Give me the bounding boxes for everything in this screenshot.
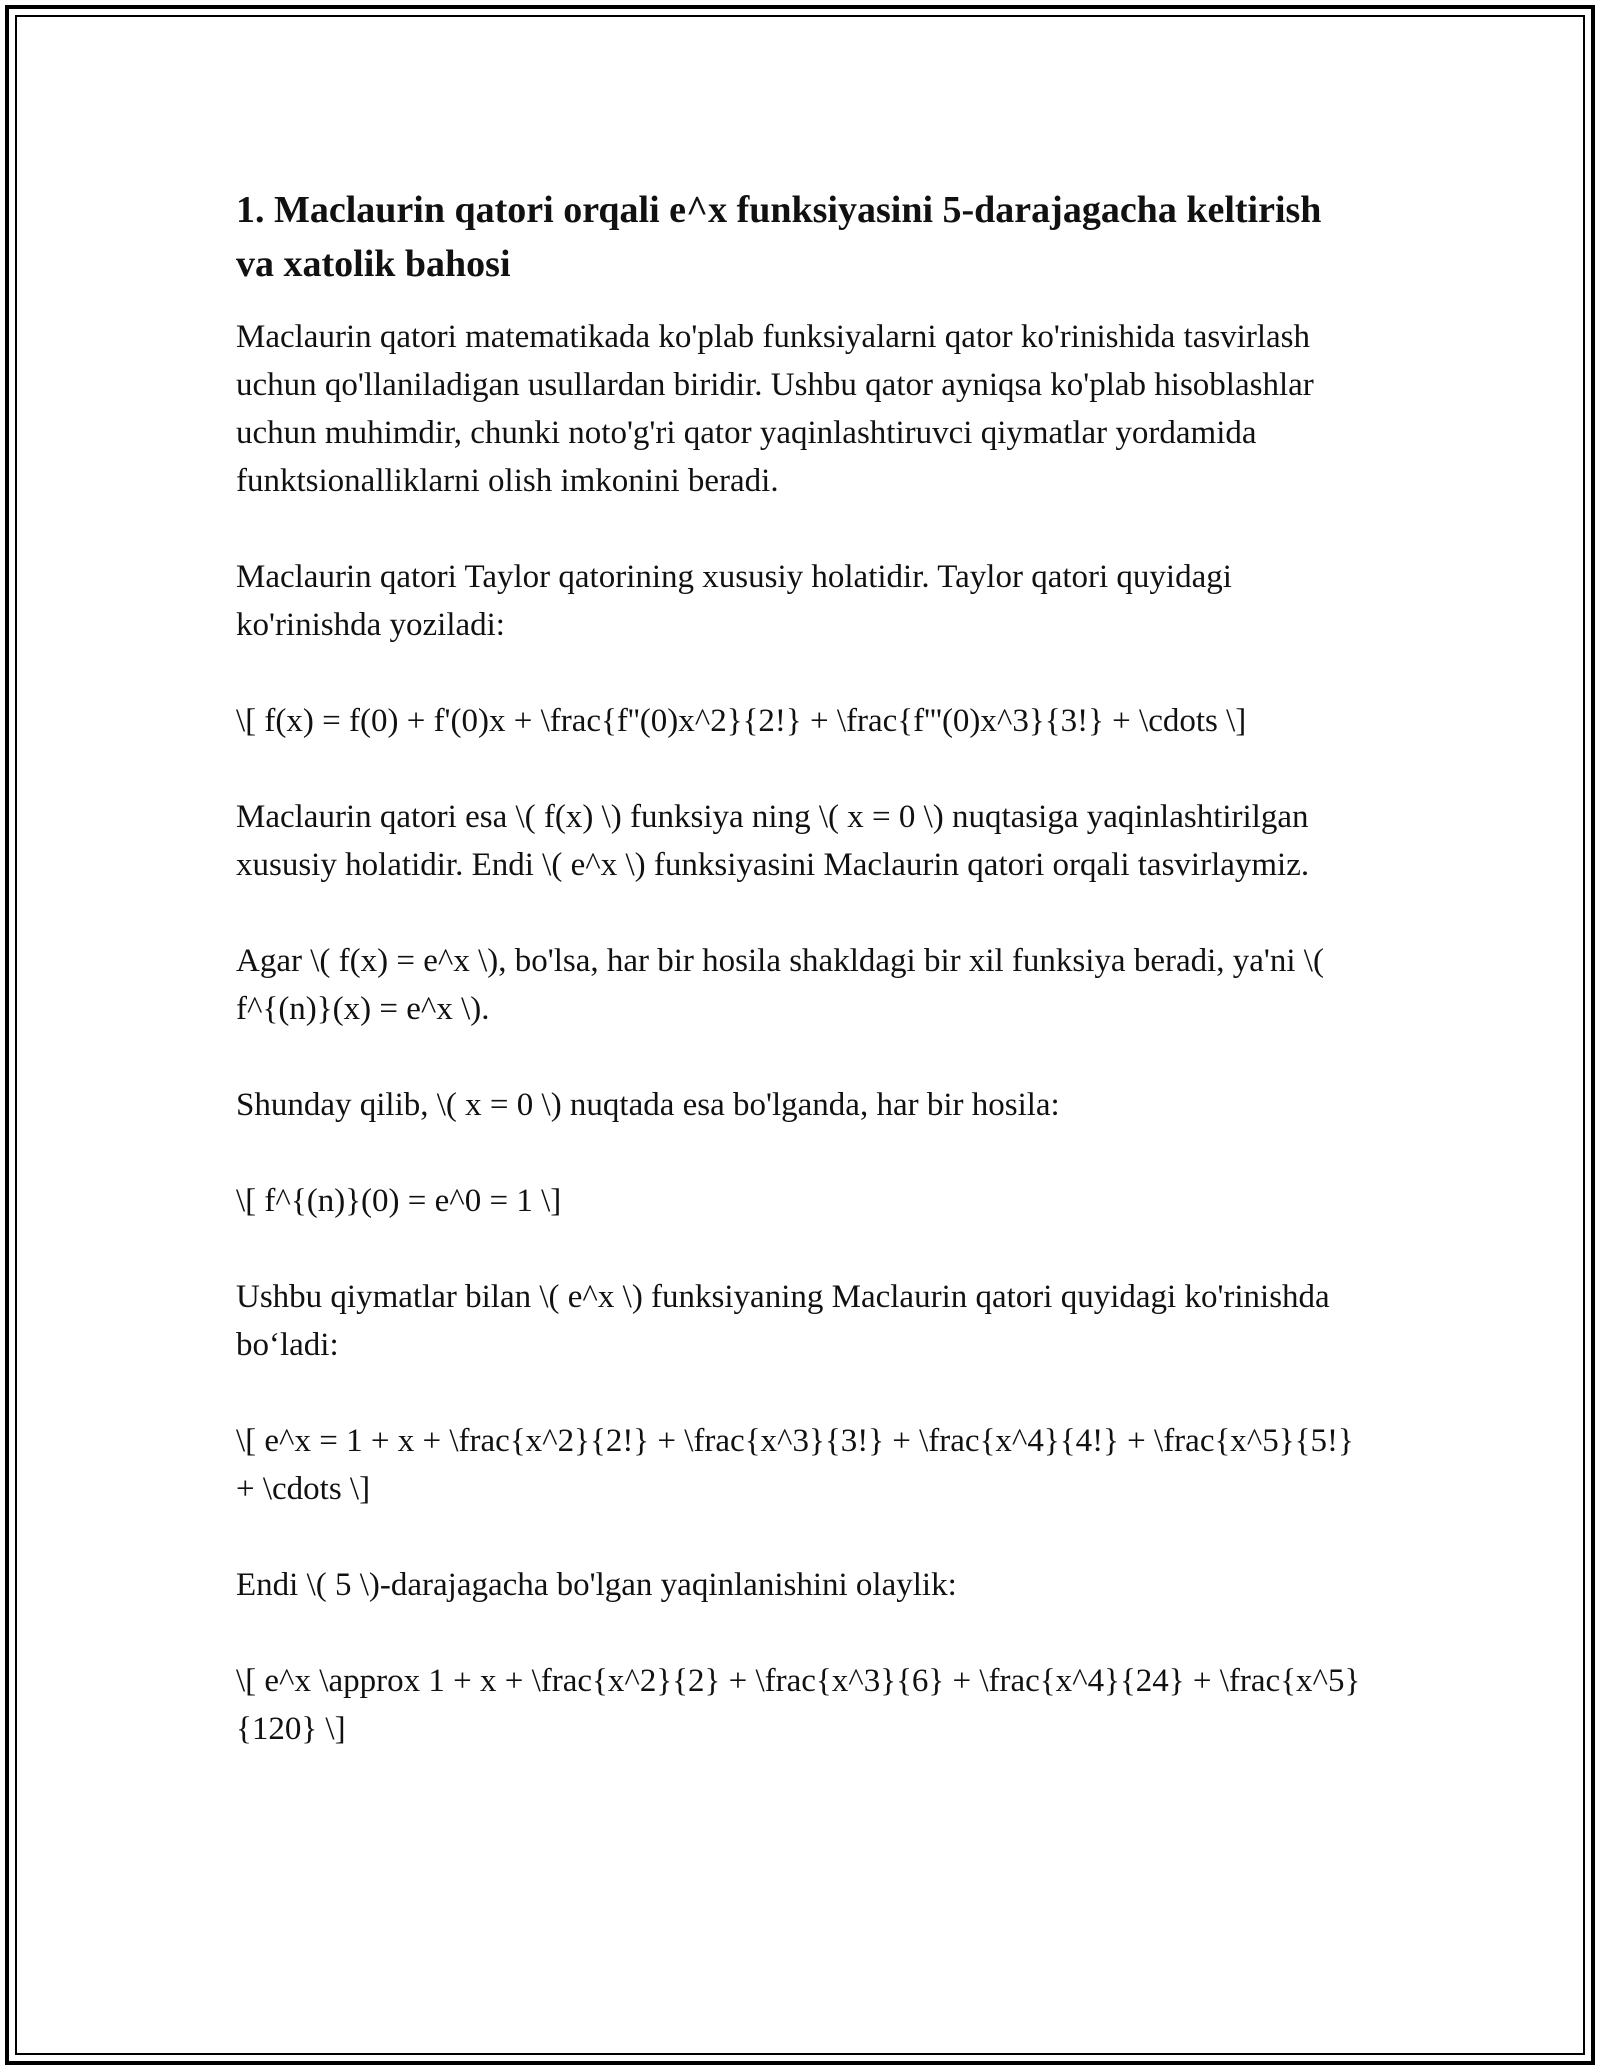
section-heading: 1. Maclaurin qatori orqali e^x funksiyasini 5-darajagacha keltirish va xatolik bahosi — [236, 189, 1322, 285]
document-body — [236, 183, 1366, 1801]
taylor-intro-paragraph: Maclaurin qatori Taylor qatorining xususiy holatidir. Taylor qatori quyidagi ko'rinishda yoziladi: — [236, 559, 1232, 643]
maclaurin-definition-paragraph: Maclaurin qatori esa \( f(x) \) funksiya ning \( x = 0 \) nuqtasiga yaqinlashtirilgan xususiy holatidir. Endi \( e^x \) funksiyasini Maclaurin qatori orqali tasvirlaymiz. — [236, 799, 1310, 883]
exp-series-formula: \[ e^x = 1 + x + \frac{x^2}{2!} + \frac{x^3}{3!} + \frac{x^4}{4!} + \frac{x^5}{5!} + \cdots \] — [236, 1423, 1354, 1507]
derivative-paragraph: Agar \( f(x) = e^x \), bo'lsa, har bir hosila shakldagi bir xil funksiya beradi, ya'ni \( f^{(n)}(x) = e^x \). — [236, 943, 1324, 1027]
series-intro-paragraph: Ushbu qiymatlar bilan \( e^x \) funksiyaning Maclaurin qatori quyidagi ko'rinishda bo‘ladi: — [236, 1279, 1330, 1363]
fifth-degree-intro-paragraph: Endi \( 5 \)-darajagacha bo'lgan yaqinlanishini olaylik: — [236, 1567, 957, 1603]
derivative-at-zero-formula: \[ f^{(n)}(0) = e^0 = 1 \] — [236, 1183, 562, 1219]
evaluation-paragraph: Shunday qilib, \( x = 0 \) nuqtada esa bo'lganda, har bir hosila: — [236, 1087, 1060, 1123]
taylor-formula: \[ f(x) = f(0) + f'(0)x + \frac{f''(0)x^2}{2!} + \frac{f'''(0)x^3}{3!} + \cdots \] — [236, 703, 1247, 739]
fifth-degree-approximation-formula: \[ e^x \approx 1 + x + \frac{x^2}{2} + \frac{x^3}{6} + \frac{x^4}{24} + \frac{x^5}{120} \] — [236, 1663, 1361, 1747]
intro-paragraph: Maclaurin qatori matematikada ko'plab funksiyalarni qator ko'rinishida tasvirlash uchun qo'llaniladigan usullardan biridir. Ushbu qator ayniqsa ko'plab hisoblashlar uchun muhimdir, chunki noto'g'ri qator yaqinlashtiruvci qiymatlar yordamida funktsionalliklarni olish imkonini beradi. — [236, 319, 1314, 499]
